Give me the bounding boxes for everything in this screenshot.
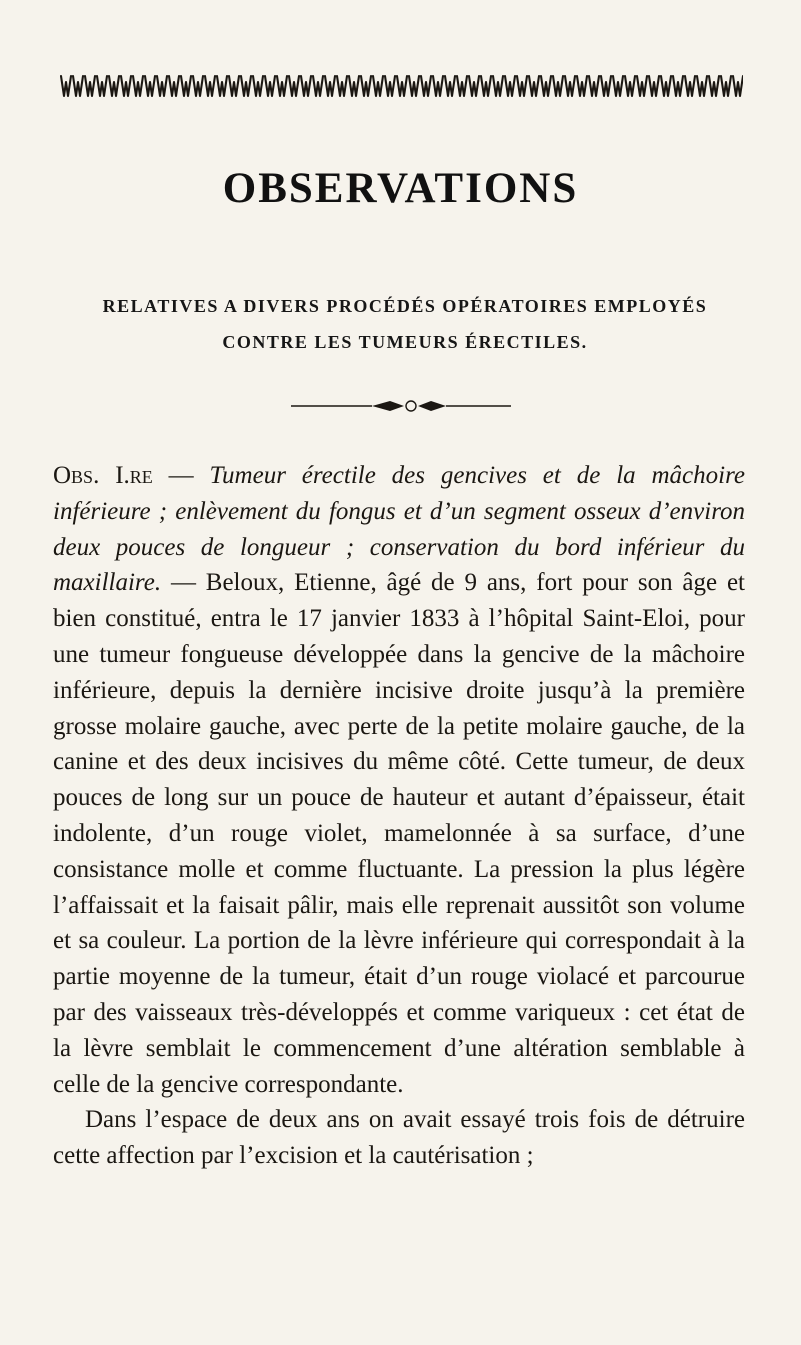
observation-paragraph-text: — Beloux, Etienne, âgé de 9 ans, fort pour son âge et bien constitué, entra le 17 janvier 1833 à l’hôpital Saint-Eloi, pour une tumeur fongueuse développée dans la gencive de la mâchoire inférieure, depuis la dernière incisive droite jusqu’à la première grosse molaire gauche, avec perte de la petite molaire gauche, de la canine et des deux incisives du même côté. Cette tumeur, de deux pouces de long sur un pouce de hauteur et autant d’épaisseur, était indolente, d’un rouge violet, mamelonnée à sa surface, d’une consistance molle et comme fluctuante. La pression la plus légère l’affaissait et la faisait pâlir, mais elle reprenait aussitôt son volume et sa couleur. La portion de la lèvre inférieure qui correspondait à la partie moyenne de la tumeur, était d’un rouge violacé et parcourue par des vaisseaux très-développés et comme variqueux : cet état de la lèvre semblait le commencement d’une altération semblable à celle de la gencive correspondante.: [53, 569, 745, 1098]
observation-heading: Tumeur érectile des gencives et de la mâchoire inférieure ; enlèvement du fongus et d’un segment osseux d’environ deux pouces de longueur ; conservation du bord inférieur du maxillaire.: [53, 462, 745, 597]
observation-paragraph-1: [53, 458, 745, 1102]
observation-paragraph-2: Dans l’espace de deux ans on avait essayé trois fois de détruire cette affection par l’excision et la cautérisation ;: [53, 1106, 745, 1170]
decorative-divider-icon: [286, 397, 516, 415]
page-title: OBSERVATIONS: [222, 165, 579, 212]
ornamental-border: [60, 72, 743, 100]
observation-label: Obs. I.re —: [53, 462, 194, 489]
page-subtitle: RELATIVES A DIVERS PROCÉDÉS OPÉRATOIRES EMPLOYÉS CONTRE LES TUMEURS ÉRECTILES.: [102, 296, 708, 352]
observation-body: [53, 458, 745, 1174]
